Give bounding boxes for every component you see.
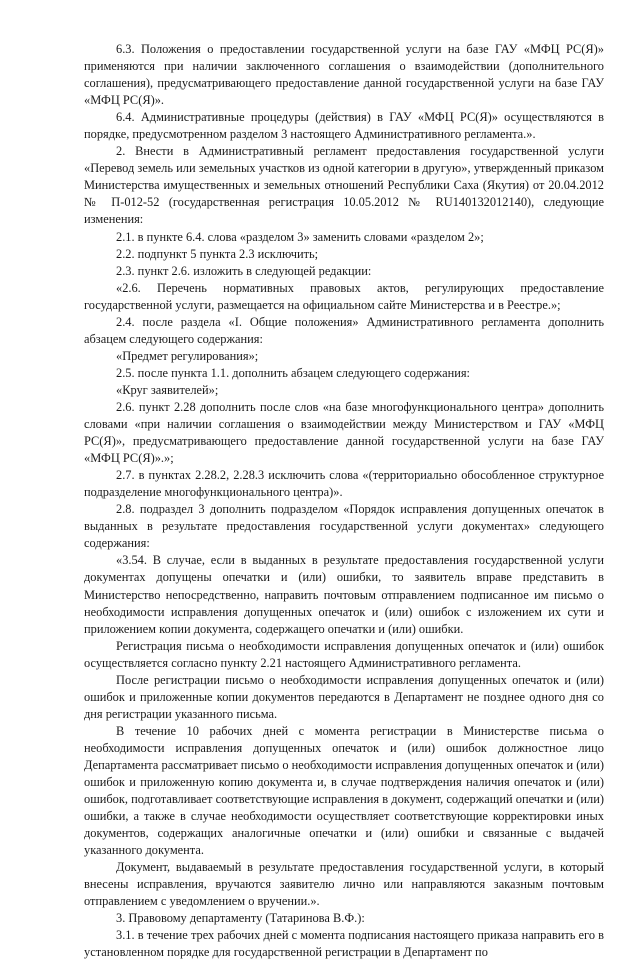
paragraph-2-5: 2.5. после пункта 1.1. дополнить абзацем следующего содержания: <box>116 365 470 380</box>
paragraph-document-issued: Документ, выдаваемый в результате предоставления государственной услуги, в который внесены исправления, вручаются заявителю лично или направляются заказным почтовым отправлением с уведомлением о вручении.». <box>84 860 604 909</box>
paragraph-2: 2. Внести в Административный регламент предоставления государственной услуги «Перевод земель или земельных участков из одной категории в другую», утвержденный приказом Министерства имущественных и земельных отношений Республики Саха (Якутия) от 20.04.2012 № П-012-52 (государственная регистрация 10.05.2012 № RU140132012140), следующие изменения: <box>84 144 604 227</box>
paragraph-subject-heading: «Предмет регулирования»; <box>116 348 259 363</box>
paragraph-after-registration: После регистрации письмо о необходимости исправления допущенных опечаток и (или) ошибок и приложенные копии документов передаются в Департамент не позднее одного дня со дня регистрации указанного письма. <box>84 672 604 721</box>
paragraph-2-8: 2.8. подраздел 3 дополнить подразделом «Порядок исправления допущенных опечаток в выданных в результате предоставления государственной услуги документах» следующего содержания: <box>84 502 604 551</box>
paragraph-2-4: 2.4. после раздела «I. Общие положения» Административного регламента дополнить абзацем следующего содержания: <box>84 314 604 346</box>
paragraph-2-2: 2.2. подпункт 5 пункта 2.3 исключить; <box>116 246 319 261</box>
paragraph-2-3: 2.3. пункт 2.6. изложить в следующей редакции: <box>116 263 372 278</box>
paragraph-3-54: «3.54. В случае, если в выданных в результате предоставления государственной услуги документах допущены опечатки и (или) ошибки, то заявитель вправе представить в Министерство непосредственно, направить почтовым отправлением подписанное им письмо о необходимости исправления допущенных опечаток и (или) ошибок с изложением их сути и приложением копии документа, содержащего опечатки и (или) ошибки. <box>84 553 604 636</box>
paragraph-2-6-quote: «2.6. Перечень нормативных правовых актов, регулирующих предоставление государственной услуги, размещается на официальном сайте Министерства и в Реестре.»; <box>84 280 604 312</box>
paragraph-6-3: 6.3. Положения о предоставлении государственной услуги на базе ГАУ «МФЦ РС(Я)» применяются при наличии заключенного соглашения о взаимодействии (дополнительного соглашения), предусматривающего предоставление данной государственной услуги на базе ГАУ «МФЦ РС(Я)». <box>84 42 604 108</box>
paragraph-registration: Регистрация письма о необходимости исправления допущенных опечаток и (или) ошибок осуществляется согласно пункту 2.21 настоящего Административного регламента. <box>84 638 604 670</box>
paragraph-2-1: 2.1. в пункте 6.4. слова «разделом 3» заменить словами «разделом 2»; <box>116 229 484 244</box>
paragraph-2-7: 2.7. в пунктах 2.28.2, 2.28.3 исключить слова «(территориально обособленное структурное подразделение многофункционального центра)». <box>84 468 604 500</box>
paragraph-6-4: 6.4. Административные процедуры (действия) в ГАУ «МФЦ РС(Я)» осуществляются в порядке, предусмотренном разделом 3 настоящего Административного регламента.». <box>84 110 604 142</box>
paragraph-applicants-heading: «Круг заявителей»; <box>116 382 219 397</box>
paragraph-3-legal-department: 3. Правовому департаменту (Татаринова В.Ф.): <box>116 911 365 926</box>
paragraph-3-1: 3.1. в течение трех рабочих дней с момента подписания настоящего приказа направить его в установленном порядке для государственной регистрации в Департамент по <box>84 928 604 960</box>
paragraph-ten-days: В течение 10 рабочих дней с момента регистрации в Министерстве письма о необходимости исправления допущенных опечаток и (или) ошибок должностное лицо Департамента рассматривает письмо о необходимости исправления допущенных опечаток и (или) ошибок и приложенную копию документа и, в случае подтверждения наличия опечаток и (или) ошибок, подготавливает соответствующие исправления в документ, содержащий опечатки и (или) ошибки, а также в случае необходимости осуществляет соответствующие корректировки иных документов, содержащих аналогичные опечатки и (или) ошибки и связанные с выдачей указанного документа. <box>84 723 604 858</box>
paragraph-2-6: 2.6. пункт 2.28 дополнить после слов «на базе многофункционального центра» дополнить словами «при наличии соглашения о взаимодействии между Министерством и ГАУ «МФЦ РС(Я)», предусматривающего предоставление данной государственной услуги на базе ГАУ «МФЦ РС(Я)».»; <box>84 399 604 466</box>
document-page <box>84 41 604 962</box>
